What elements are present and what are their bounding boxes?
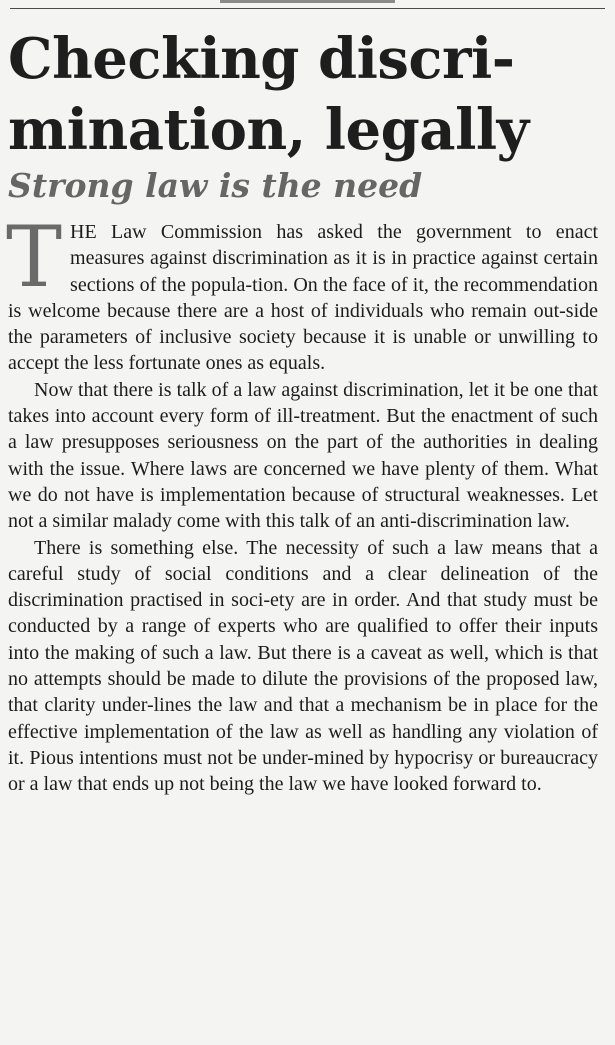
- paragraph-1-text: HE Law Commission has asked the government to enact measures against discrimination as it is in practice against certain sections of the popula-tion. On the face of it, the recommendation is welcome because there are a host of individuals who remain out-side the parameters of inclusive society because it is unable or unwilling to accept the less fortunate ones as equals.: [8, 221, 598, 375]
- article: [8, 24, 600, 798]
- drop-cap: T: [6, 208, 63, 306]
- deck-subheadline: Strong law is the need: [8, 166, 423, 205]
- headline-line-2: mination, legally: [8, 97, 529, 163]
- paragraph-2: Now that there is talk of a law against discrimination, let it be one that takes into account every form of ill-treatment. But the enactment of such a law presupposes seriousness on the part of the authorities in dealing with the issue. Where laws are concerned we have plenty of them. What we do not have is implementation because of structural weaknesses. Let not a similar malady come with this talk of an anti-discrimination law.: [8, 378, 598, 533]
- section-marker: [220, 0, 395, 3]
- paragraph-1: [6, 208, 598, 377]
- paragraph-3: There is something else. The necessity of such a law means that a careful study of social conditions and a clear delineation of the discrimination practised in soci-ety are in order. And that study must be conducted by a range of experts who are qualified to offer their inputs into the making of such a law. But there is a caveat as well, which is that no attempts should be made to dilute the provisions of the proposed law, that clarity under-lines the law and that a mechanism be in place for the effective implementation of the law as well as handling any violation of it. Pious intentions must not be under-mined by hypocrisy or bureaucracy or a law that ends up not being the law we have looked forward to.: [8, 536, 598, 796]
- article-body: [6, 208, 598, 798]
- headline-line-1: Checking discri-: [8, 26, 515, 92]
- headline: [8, 24, 600, 166]
- top-rule: [10, 0, 605, 9]
